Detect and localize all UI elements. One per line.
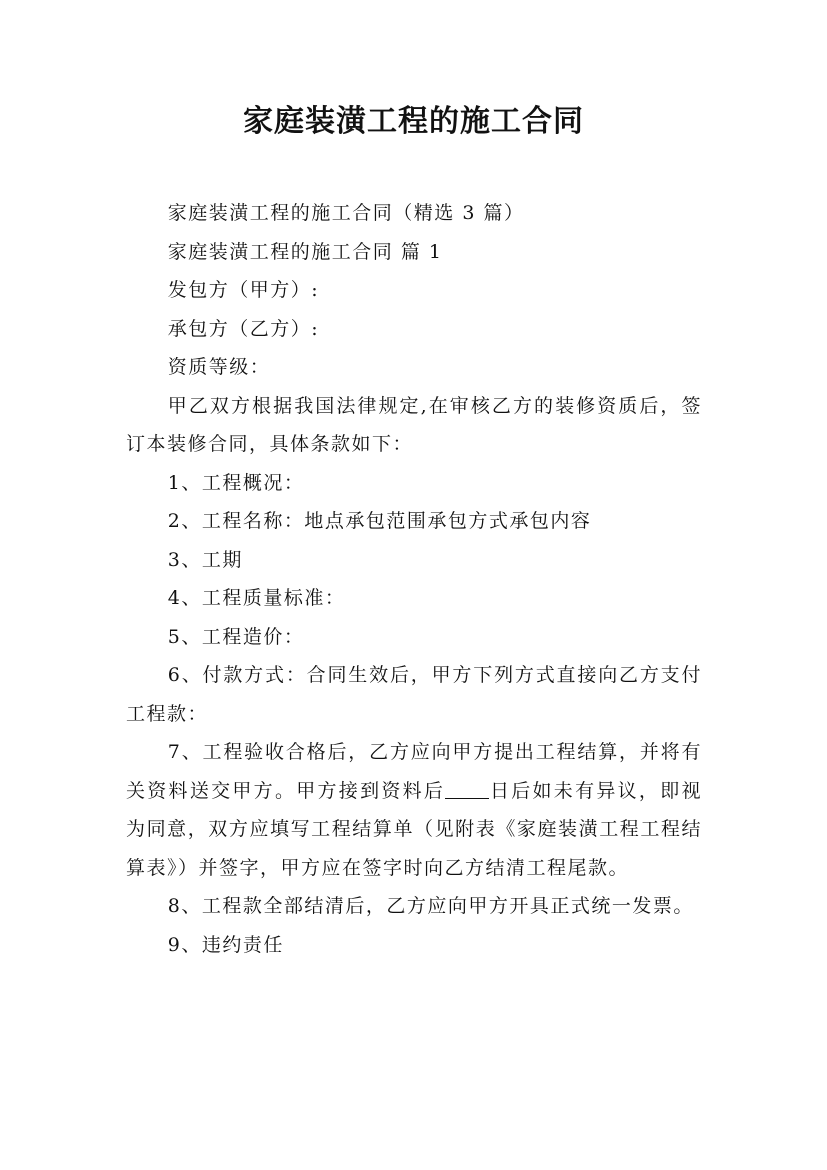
fill-in-blank-line: [445, 779, 489, 799]
paragraph-intro: 甲乙双方根据我国法律规定,在审核乙方的装修资质后，签订本装修合同，具体条款如下：: [126, 394, 702, 455]
paragraph-clause-3: 3、工期: [167, 548, 243, 571]
document-body: [126, 194, 702, 964]
paragraph-clause-6: 6、付款方式：合同生效后，甲方下列方式直接向乙方支付工程款：: [126, 664, 702, 725]
paragraph-subtitle: 家庭装潢工程的施工合同（精选 3 篇）: [167, 202, 525, 224]
paragraph-clause-8: 8、工程款全部结清后，乙方应向甲方开具正式统一发票。: [167, 895, 694, 917]
paragraph-clause-2: 2、工程名称：地点承包范围承包方式承包内容: [167, 510, 592, 532]
paragraph-party-a: 发包方（甲方）:: [167, 279, 320, 301]
paragraph-qualification: 资质等级：: [167, 356, 271, 378]
clause-7-text-after-blank: 日后如未有异议，即视为同意，双方应填写工程结算单（见附表《家庭装潢工程工程结算表》）并签字，甲方应在签字时向乙方结清工程尾款。: [126, 779, 702, 879]
paragraph-clause-5: 5、工程造价：: [167, 625, 305, 648]
paragraph-party-b: 承包方（乙方）:: [167, 317, 320, 340]
paragraph-clause-7: [126, 733, 702, 887]
paragraph-clause-4: 4、工程质量标准：: [167, 587, 346, 609]
document-title: 家庭装潢工程的施工合同: [243, 104, 584, 139]
paragraph-clause-9: 9、违约责任: [167, 933, 284, 956]
paragraph-clause-1: 1、工程概况：: [167, 471, 305, 494]
clause-7-text-before-blank: 7、工程验收合格后，乙方应向甲方提出工程结算，并将有关资料送交甲方。甲方接到资料后: [126, 741, 702, 802]
paragraph-section-heading: 家庭装潢工程的施工合同 篇 1: [167, 240, 443, 263]
